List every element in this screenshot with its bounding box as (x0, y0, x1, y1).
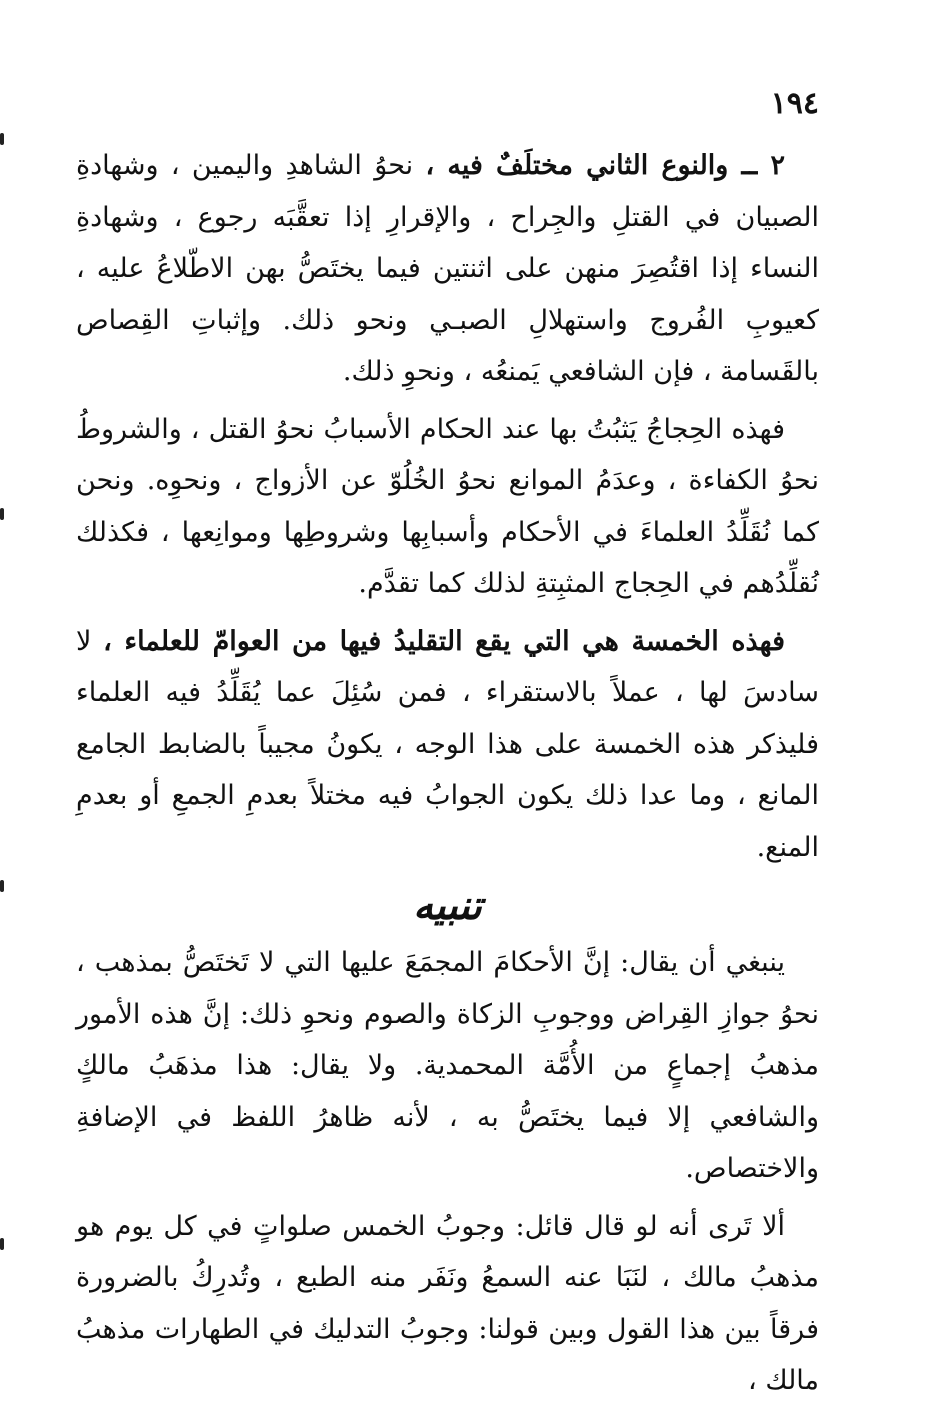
margin-mark (0, 880, 4, 892)
paragraph-1-bold-lead: ٢ ــ والنوع الثاني مختلَفٌ فيه ، (425, 150, 785, 181)
section-heading: تنبيه (413, 882, 482, 929)
margin-mark (0, 1238, 4, 1250)
paragraph-3-bold-lead: فهذه الخمسة هي التي يقع التقليدُ فيها من العوامّ للعلماء ، (103, 625, 785, 657)
paragraph-3-text: لا سادسَ لها ، عملاً بالاستقراء ، فمن سُئِلَ عما يُقَلِّدُ فيه العلماء فليذكر هذه الخمسة على هذا الوجه ، يكونُ مجيباً بالضابط الجامع المانع ، وما عدا ذلك يكون الجوابُ فيه مختلاً بعدمِ الجمعِ أو بعدمِ المنع. (76, 625, 819, 863)
margin-mark (0, 133, 4, 145)
page-number: ١٩٤ (770, 86, 819, 121)
paragraph-2: فهذه الحِجاجُ يَثبُتُ بها عند الحكام الأسبابُ نحوُ القتل ، والشروطُ نحوُ الكفاءة ، وعدَمُ الموانع نحوُ الخُلُوّ عن الأزواج ، ونحوِه. ونحن كما نُقَلِّدُ العلماءَ في الأحكام وأسبابِها وشروطِها وموانِعها ، فكذلك نُقلِّدُهم في الحِجاج المثبِتةِ لذلك كما تقدَّم. (76, 413, 819, 599)
paragraph-5: ألا تَرى أنه لو قال قائل: وجوبُ الخمس صلواتٍ في كل يوم هو مذهبُ مالك ، لنَبَا عنه السمعُ ونَفَر منه الطبع ، وتُدرِكُ بالضرورة فرقاً بين هذا القول وبين قولنا: وجوبُ التدليك في الطهارات مذهبُ مالك ، (76, 1210, 819, 1396)
paragraph-4: ينبغي أن يقال: إنَّ الأحكامَ المجمَعَ عليها التي لا تَختَصُّ بمذهب ، نحوُ جوازِ القِراض ووجوبِ الزكاة والصوم ونحوِ ذلك: إنَّ هذه الأمور مذهبُ إجماعٍ من الأُمَّة المحمدية. ولا يقال: هذا مذهَبُ مالكٍ والشافعي إلا فيما يختَصُّ به ، لأنه ظاهرُ اللفظ في الإضافةِ والاختصاص. (76, 947, 819, 1184)
paragraph-1-text: نحوُ الشاهدِ واليمين ، وشهادةِ الصبيان في القتلِ والجِراح ، والإقرارِ إذا تعقَّبَه رجوع ، وشهادةِ النساء إذا اقتُصِرَ منهن على اثنتين فيما يختَصُّ بهن الاطّلاعُ عليه ، كعيوبِ الفُروج واستهلالِ الصبـي ونحو ذلك. وإثباتِ القِصاص بالقَسامة ، فإن الشافعي يَمنعُه ، ونحوِ ذلك. (76, 150, 819, 387)
paragraph-1 (76, 140, 819, 398)
paragraph-3 (76, 616, 819, 874)
page-body (76, 140, 819, 1413)
margin-mark (0, 508, 4, 520)
